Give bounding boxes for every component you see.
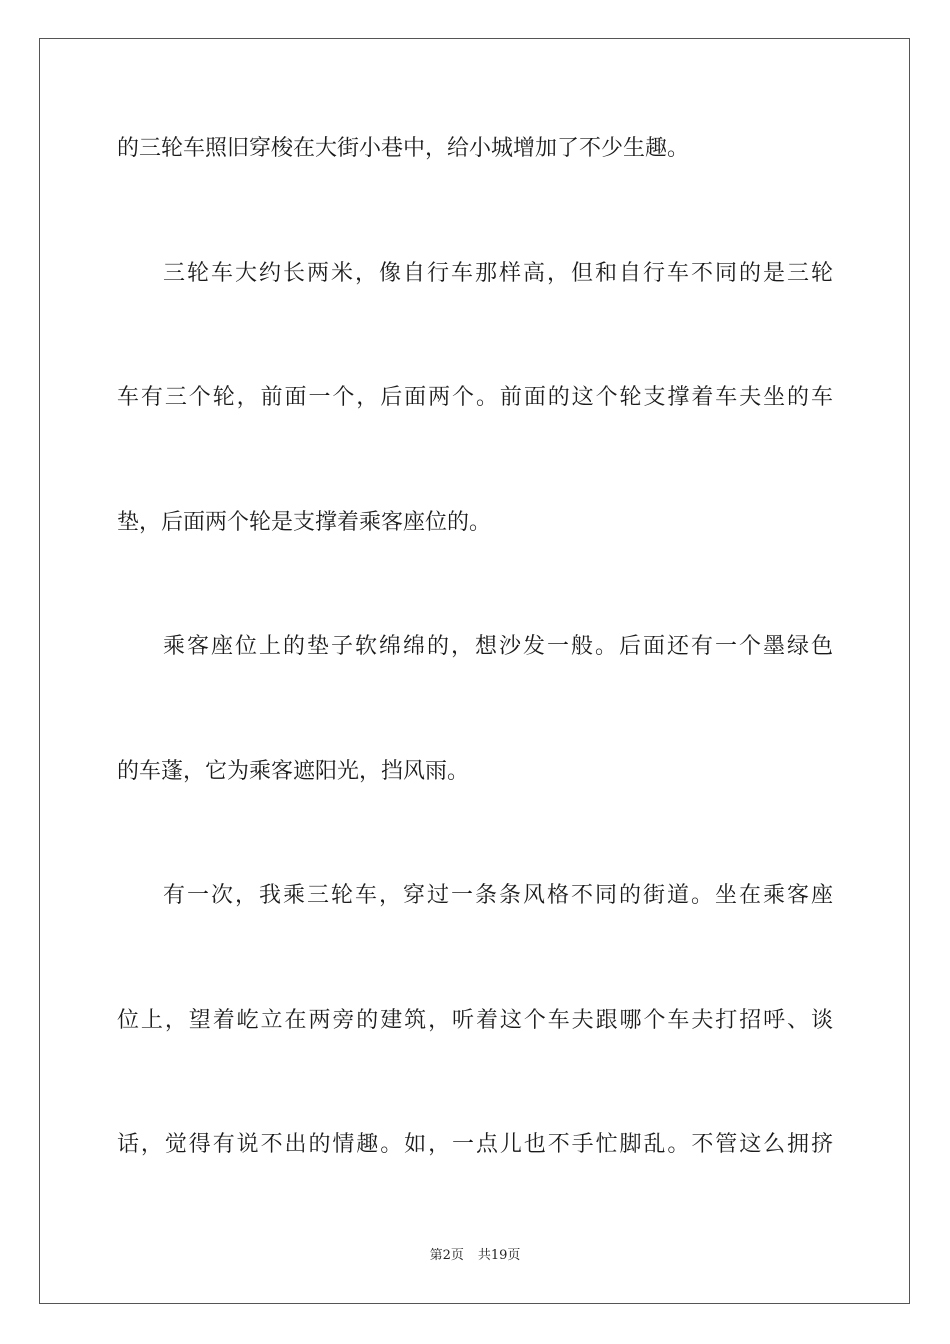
text-line-3: 车有三个轮，前面一个，后面两个。前面的这个轮支撑着车夫坐的车 — [117, 385, 833, 410]
text-line-9: 话，觉得有说不出的情趣。如，一点儿也不手忙脚乱。不管这么拥挤 — [117, 1132, 833, 1157]
page-footer — [0, 1247, 950, 1265]
page-total: 共19页 — [477, 1248, 521, 1263]
text-line-8: 位上，望着屹立在两旁的建筑，听着这个车夫跟哪个车夫打招呼、谈 — [117, 1008, 833, 1033]
page-border — [39, 38, 910, 1304]
text-line-2: 三轮车大约长两米，像自行车那样高，但和自行车不同的是三轮 — [163, 261, 833, 286]
text-line-7: 有一次，我乘三轮车，穿过一条条风格不同的街道。坐在乘客座 — [163, 883, 833, 908]
text-line-6: 的车蓬，它为乘客遮阳光，挡风雨。 — [117, 759, 470, 784]
text-line-4: 垫，后面两个轮是支撑着乘客座位的。 — [117, 510, 492, 535]
page-number: 第2页 — [429, 1248, 464, 1263]
text-line-1: 的三轮车照旧穿梭在大街小巷中，给小城增加了不少生趣。 — [117, 136, 690, 161]
text-line-5: 乘客座位上的垫子软绵绵的，想沙发一般。后面还有一个墨绿色 — [163, 634, 833, 659]
